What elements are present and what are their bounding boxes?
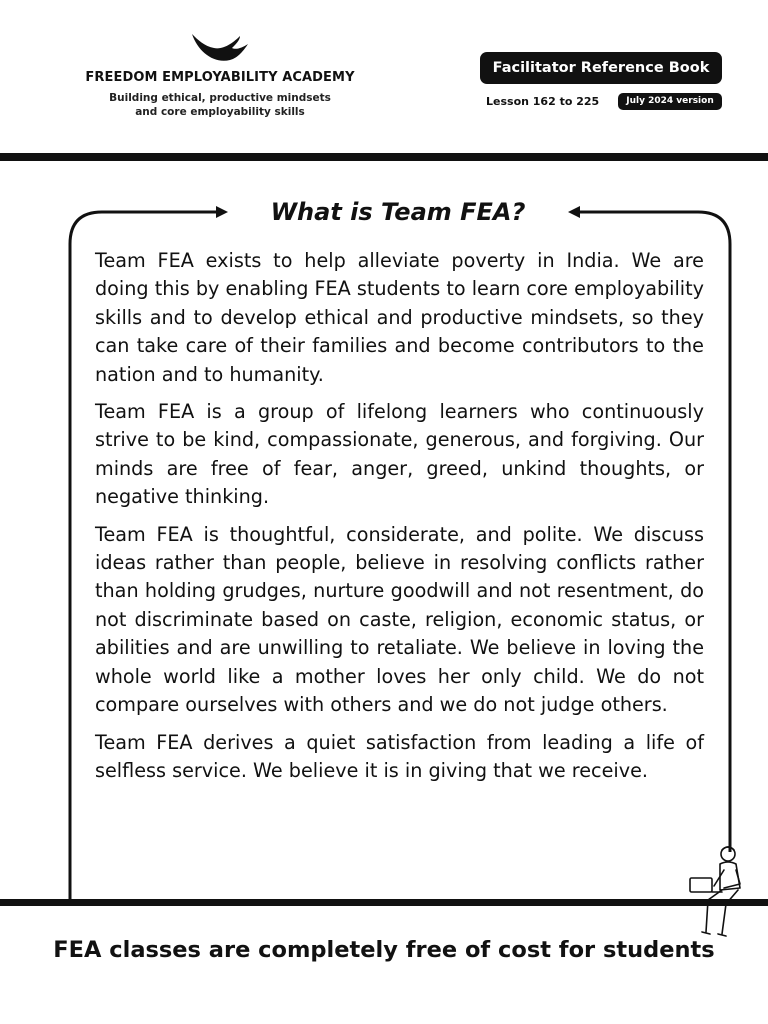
lesson-range: Lesson 162 to 225: [486, 95, 600, 108]
tagline-line-1: Building ethical, productive mindsets: [109, 92, 331, 104]
page-title: What is Team FEA?: [270, 198, 526, 226]
organization-name: FREEDOM EMPLOYABILITY ACADEMY: [85, 70, 355, 85]
paragraph: Team FEA derives a quiet satisfaction from leading a life of selfless service. We believe it is in giving that we receive.: [95, 730, 704, 782]
paragraph: Team FEA is thoughtful, considerate, and polite. We discuss ideas rather than people, believe in resolving conflicts rather than holding grudges, nurture goodwill and not resentment, do not discriminate based on caste, religion, economic status, or abilities and are unwilling to retaliate. We believe in loving the whole world like a mother loves her only child. We do not compare ourselves with others and we do not judge others.: [95, 522, 704, 717]
organization-tagline: [82, 91, 358, 119]
person-with-laptop-icon: [684, 842, 750, 938]
main-content: [95, 247, 704, 794]
paragraph: Team FEA exists to help alleviate poverty in India. We are doing this by enabling FEA students to learn core employability skills and to develop ethical and productive mindsets, so they can take care of their families and become contributors to the nation and to humanity.: [95, 249, 704, 386]
version-badge: July 2024 version: [618, 93, 722, 110]
paragraph: Team FEA is a group of lifelong learners who continuously strive to be kind, compassionate, generous, and forgiving. Our minds are free of fear, anger, greed, unkind thoughts, or negative thinking.: [95, 400, 704, 509]
bird-logo-icon: [188, 30, 252, 70]
tagline-line-2: and core employability skills: [135, 106, 305, 118]
footer-divider: [0, 899, 768, 906]
page-header: [0, 0, 768, 155]
book-title-badge: Facilitator Reference Book: [480, 52, 722, 84]
footer-note: FEA classes are completely free of cost for students: [53, 937, 715, 963]
header-divider: [0, 153, 768, 161]
